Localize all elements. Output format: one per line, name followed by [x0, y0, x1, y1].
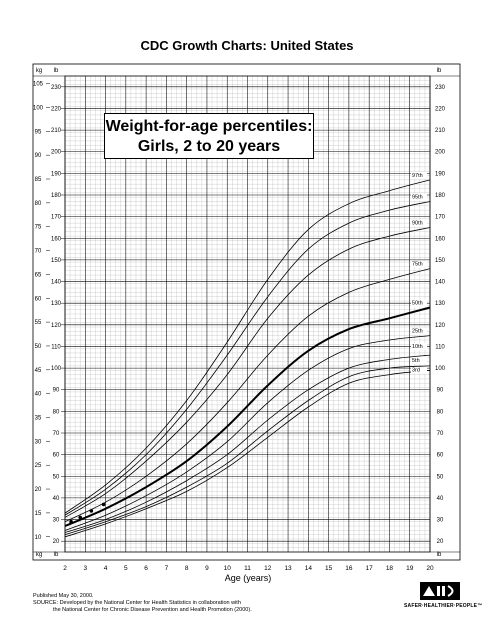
- lb-tick-label: 230: [50, 84, 62, 91]
- lb-unit-label-bottom: lb: [53, 552, 59, 558]
- lb-tick-label-right: 70: [436, 431, 444, 437]
- lb-tick-label-right: 30: [436, 517, 444, 524]
- lb-tick-label-right: 40: [436, 495, 444, 502]
- x-tick-label: 16: [345, 565, 353, 572]
- lb-unit-label-right: lb: [436, 68, 442, 74]
- lb-tick-label-right: 80: [436, 409, 444, 416]
- percentile-label-97th: 97th: [412, 172, 423, 179]
- lb-tick-label: 100: [50, 366, 62, 373]
- lb-tick-label: 30: [52, 517, 60, 524]
- lb-tick-label-right: 120: [434, 322, 446, 329]
- kg-tick-label: 45: [34, 367, 42, 374]
- kg-tick-label: 80: [34, 200, 42, 207]
- percentile-label-75th: 75th: [412, 261, 423, 268]
- percentile-label-5th: 5th: [412, 357, 420, 364]
- x-tick-label: 2: [63, 565, 67, 572]
- source-line-2: the National Center for Chronic Disease Prevention and Health Promotion (2000).: [53, 607, 252, 613]
- lb-tick-label: 120: [50, 322, 62, 329]
- kg-tick-label: 20: [34, 487, 42, 494]
- percentile-label-50th: 50th: [412, 300, 423, 307]
- kg-tick-label: 90: [34, 153, 42, 160]
- kg-tick-label: 100: [32, 105, 44, 112]
- lb-tick-label: 210: [50, 128, 62, 135]
- x-tick-label: 12: [264, 565, 272, 572]
- lb-tick-label: 70: [52, 431, 60, 437]
- x-tick-label: 11: [244, 565, 251, 572]
- lb-tick-label-right: 150: [434, 257, 446, 264]
- kg-unit-label-bottom: kg: [35, 552, 43, 558]
- lb-tick-label-right: 200: [434, 149, 446, 156]
- x-tick-label: 10: [223, 565, 231, 572]
- kg-tick-label: 95: [34, 129, 42, 136]
- x-tick-label: 20: [426, 565, 434, 572]
- lb-tick-label-right: 20: [436, 539, 444, 546]
- percentile-label-25th: 25th: [412, 328, 423, 335]
- lb-tick-label-right: 180: [434, 193, 446, 199]
- kg-unit-label: kg: [35, 68, 43, 74]
- measurement-point: [69, 520, 73, 524]
- lb-tick-label-right: 210: [434, 128, 446, 135]
- lb-tick-label-right: 220: [434, 106, 446, 113]
- lb-tick-label: 200: [50, 149, 62, 156]
- kg-tick-label: 35: [34, 415, 42, 422]
- lb-tick-label: 60: [52, 452, 60, 459]
- kg-tick-label: 105: [32, 81, 44, 88]
- lb-tick-label: 190: [50, 171, 62, 178]
- kg-tick-label: 40: [34, 391, 42, 398]
- x-tick-label: 15: [324, 565, 333, 572]
- measurement-point: [90, 509, 94, 513]
- chart-title-line2: Girls, 2 to 20 years: [137, 138, 281, 155]
- kg-tick-label: 60: [34, 296, 42, 303]
- kg-tick-label: 10: [34, 534, 42, 541]
- lb-tick-label: 110: [51, 344, 61, 351]
- x-tick-label: 18: [385, 565, 394, 572]
- percentile-label-10th: 10th: [412, 344, 423, 351]
- lb-unit-label: lb: [53, 68, 59, 74]
- lb-tick-label-right: 100: [434, 366, 446, 373]
- lb-tick-label: 90: [52, 387, 60, 394]
- kg-tick-label: 70: [34, 248, 42, 255]
- source-line-1: SOURCE: Developed by the National Center for Health Statistics in collaboration with: [33, 600, 241, 606]
- x-tick-label: 17: [365, 565, 373, 572]
- x-tick-label: 4: [103, 565, 108, 572]
- kg-tick-label: 65: [34, 272, 42, 279]
- lb-tick-label: 50: [52, 474, 60, 481]
- kg-tick-label: 85: [34, 177, 42, 184]
- lb-tick-label: 40: [52, 495, 60, 502]
- x-tick-label: 13: [284, 565, 292, 572]
- x-tick-label: 3: [83, 565, 88, 572]
- lb-tick-label-right: 160: [434, 236, 446, 243]
- footer: [33, 593, 252, 614]
- lb-tick-label-right: 170: [434, 214, 446, 221]
- kg-tick-label: 75: [34, 224, 42, 231]
- lb-tick-label-right: 230: [434, 84, 446, 91]
- kg-tick-label: 30: [34, 439, 42, 446]
- lb-tick-label: 220: [50, 106, 62, 113]
- percentile-label-90th: 90th: [412, 220, 423, 227]
- lb-tick-label: 130: [50, 301, 62, 308]
- lb-tick-label: 80: [52, 409, 60, 416]
- lb-tick-label: 170: [50, 214, 62, 221]
- lb-tick-label: 140: [50, 279, 62, 286]
- kg-tick-label: 50: [34, 343, 42, 350]
- lb-tick-label-right: 50: [436, 474, 444, 481]
- measurement-point: [102, 503, 106, 507]
- lb-tick-label-right: 110: [435, 344, 445, 351]
- x-axis-title: Age (years): [224, 573, 272, 583]
- lb-tick-label: 150: [50, 257, 62, 264]
- x-tick-label: 6: [144, 565, 148, 572]
- x-tick-label: 5: [124, 565, 128, 572]
- kg-tick-label: 25: [34, 463, 42, 470]
- x-tick-label: 7: [164, 565, 169, 572]
- lb-tick-label-right: 130: [434, 301, 446, 308]
- lb-tick-label-right: 90: [436, 387, 444, 394]
- lb-tick-label: 160: [50, 236, 62, 243]
- percentile-label-95th: 95th: [412, 194, 423, 201]
- page-title: CDC Growth Charts: United States: [140, 38, 354, 53]
- measurement-point: [78, 516, 82, 520]
- cdc-logo-icon: [420, 582, 460, 600]
- lb-tick-label: 180: [50, 193, 62, 199]
- lb-unit-label-bottom-right: lb: [436, 552, 442, 558]
- percentile-label-3rd: 3rd: [412, 367, 420, 374]
- chart-title-line1: Weight-for-age percentiles:: [105, 118, 313, 135]
- cdc-slogan: SAFER·HEALTHIER·PEOPLE™: [404, 603, 483, 609]
- published-date: Published May 30, 2000.: [33, 593, 94, 599]
- x-tick-label: 9: [205, 565, 209, 572]
- lb-tick-label: 20: [52, 539, 60, 546]
- x-tick-label: 19: [406, 565, 414, 572]
- x-tick-label: 14: [304, 565, 312, 572]
- lb-tick-label-right: 190: [434, 171, 446, 178]
- kg-tick-label: 55: [34, 320, 42, 327]
- x-tick-label: 8: [184, 565, 189, 572]
- chart-title-box: [104, 113, 314, 159]
- lb-tick-label-right: 140: [434, 279, 446, 286]
- kg-tick-label: 15: [34, 510, 42, 517]
- lb-tick-label-right: 60: [436, 452, 444, 459]
